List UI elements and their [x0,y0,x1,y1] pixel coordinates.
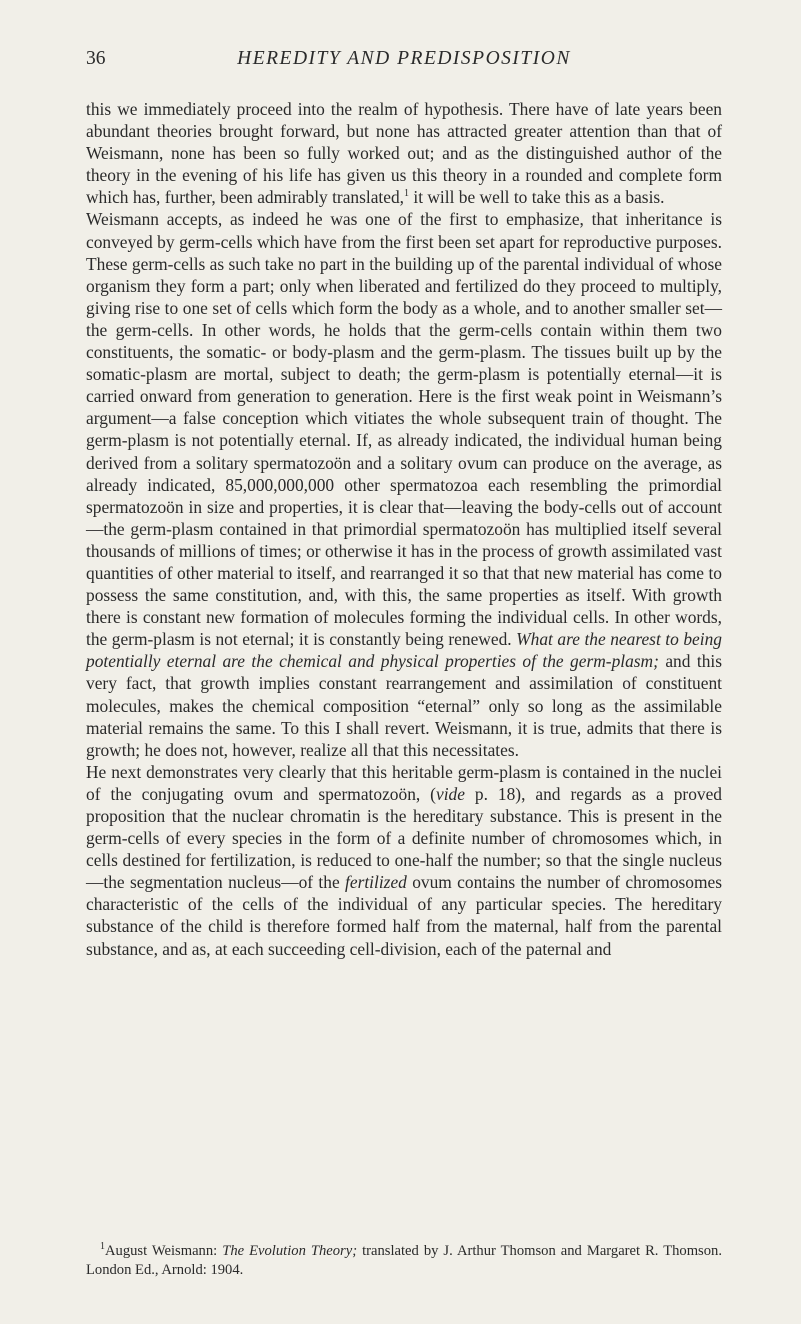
paragraph-3-text-a: He next demonstrates very clearly that this heritable germ-plasm is contained in the nuclei of the conjugating ovum and spermatozoön, ( [86,761,722,804]
paragraph-3-text-c: ovum contains the number of chromosomes characteristic of the cells of the individual of any particular species. The hereditary substance of the child is therefore formed half from the maternal, half from the parental substance, and as, at each succeeding cell-division, each of the paternal and [86,872,722,959]
page-number: 36 [86,48,106,69]
paragraph-3 [86,761,722,960]
paragraph-2 [86,208,722,760]
footnote [86,1242,722,1280]
footnote-book-title: The Evolution Theory; [222,1243,358,1259]
paragraph-1-text-b: it will be well to take this as a basis. [409,187,665,208]
paragraph-2-emphasis: What are the nearest to being potentially eternal are the chemical and physical properties of the germ-plasm; [86,629,722,672]
footnote-lead: August Weismann: [105,1243,223,1259]
page-header [86,48,722,78]
footnote-reference: 1 [404,188,410,200]
paragraph-3-text-b: p. 18), and regards as a proved proposition that the nuclear chromatin is the hereditary substance. This is present in the germ-cells of every species in the form of a definite number of chromosomes which, in cells destined for fertilization, is reduced to one-half the number; so that the single nucleus—the segmentation nucleus—of the [86,783,722,893]
paragraph-3-fertilized: fertilized [345,872,407,893]
footnote-text [86,1242,722,1280]
paragraph-1 [86,98,722,208]
body-text [86,98,722,960]
paragraph-2-text-a: Weismann accepts, as indeed he was one of the first to emphasize, that inheritance is conveyed by germ-cells which have from the first been set apart for reproductive purposes. These germ-cells as such take no part in the building up of the parental individual of whose organism they form a part; only when liberated and fertilized do they proceed to multiply, giving rise to one set of cells which form the body as a whole, and to another smaller set—the germ-cells. In other words, he holds that the germ-cells contain within them two constituents, the somatic- or body-plasm and the germ-plasm. The tissues built up by the somatic-plasm are mortal, subject to death; the germ-plasm is potentially eternal—it is carried onward from generation to generation. Here is the first weak point in Weismann’s argument—a false conception which vitiates the whole subsequent train of thought. The germ-plasm is not potentially eternal. If, as already indicated, the individual human being derived from a solitary spermatozoön and a solitary ovum can produce on the average, as already indicated, 85,000,000,000 other spermatozoa each resembling the primordial spermatozoön in size and properties, it is clear that—leaving the body-cells out of account—the germ-plasm contained in that primordial spermatozoön has multiplied itself several thousands of millions of times; or otherwise it has in the process of growth assimilated vast quantities of other material to itself, and rearranged it so that that new material has come to possess the same constitution, and, with this, the same properties as itself. With growth there is constant new formation of molecules forming the individual cells. In other words, the germ-plasm is not eternal; it is constantly being renewed. [86,209,722,650]
running-title: HEREDITY AND PREDISPOSITION [237,48,571,69]
footnote-marker: 1 [100,1241,105,1253]
footnote-tail: translated by J. Arthur Thomson and Margaret R. Thomson. London Ed., Arnold: 1904. [86,1243,722,1278]
paragraph-2-text-b: and this very fact, that growth implies constant rearrangement and assimilation of constituent molecules, makes the chemical composition “eternal” only so long as the assimilable material remains the same. To this I shall revert. Weismann, it is true, admits that there is growth; he does not, however, realize all that this necessitates. [86,651,722,760]
paragraph-3-vide: vide [435,783,465,804]
paragraph-1-text-a: this we immediately proceed into the realm of hypothesis. There have of late years been abundant theories brought forward, but none has attracted greater attention than that of Weismann, none has been so fully worked out; and as the distinguished author of the theory in the evening of his life has given us this theory in a rounded and complete form which has, further, been admirably translated, [86,99,722,208]
